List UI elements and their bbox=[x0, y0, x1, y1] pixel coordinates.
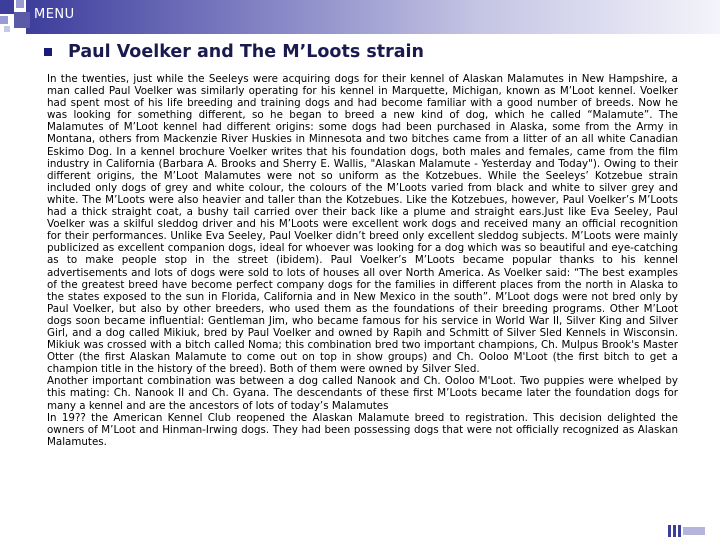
body-paragraph: Another important combination was between a dog called Nanook and Ch. Ooloo M'Loot. Two puppies were whelped by this mating: Ch. Nanook II and Ch. Gyana. The descendants of these first M’Loots became later the foundation dogs for many a kennel and are the ancestors of lots of today’s Malamutes bbox=[47, 375, 678, 412]
slide-heading bbox=[44, 42, 424, 62]
slide-title: Paul Voelker and The M’Loots strain bbox=[68, 42, 425, 62]
slide-nav-icon[interactable] bbox=[668, 522, 708, 534]
body-text bbox=[47, 73, 678, 448]
body-paragraph: In the twenties, just while the Seeleys were acquiring dogs for their kennel of Alaskan Malamutes in New Hampshire, a man called Paul Voelker was similarly operating for his kennel in Marquette, Michigan, known as M’Loot kennel. Voelker had spent most of his life breeding and training dogs and had become familiar with a good number of breeds. Now he was looking for something different, so he began to breed a new kind of dog, which he called “Malamute”. The Malamutes of M’Loot kennel had different origins: some dogs had been purchased in Alaska, some from the Army in Montana, others from Mackenzie River Huskies in Minnesota and two bitches came from a litter of an all white Canadian Eskimo Dog. In a kennel brochure Voelker writes that his foundation dogs, both males and females, came from the film industry in California (Barbara A. Brooks and Sherry E. Wallis, "Alaskan Malamute - Yesterday and Today"). Owing to their different origins, the M’Loot Malamutes were not so uniform as the Kotzebues. While the Seeleys’ Kotzebue strain included only dogs of grey and white colour, the colours of the M’Loots varied from black and white to silver grey and white. The M’Loots were also heavier and taller than the Kotzebues. Like the Kotzebues, however, Paul Voelker’s M’Loots had a thick straight coat, a bushy tail carried over their back like a plume and straight ears.Just like Eva Seeley, Paul Voelker was a skilful sleddog driver and his M’Loots were excellent work dogs and received many an official recognition for their performances. Unlike Eva Seeley, Paul Voelker didn’t breed only excellent sleddog subjects. M’Loots were mainly publicized as excellent companion dogs, ideal for whoever was looking for a dog which was so beautiful and eye-catching as to make people stop in the street (ibidem). Paul Voelker’s M’Loots became popular thanks to his kennel advertisements and lots of dogs were sold to lots of houses all over North America. As Voelker said: “The best examples of the greatest breed have become perfect company dogs for the families in different places from the north in Alaska to the states exposed to the sun in Florida, California and in New Mexico in the south”. M’Loot dogs were not bred only by Paul Voelker, but also by other breeders, who used them as the foundations of their breeding programs. Other M’Loot dogs soon became influential: Gentleman Jim, who became famous for his service in World War II, Silver King and Silver Girl, and a dog called Mikiuk, bred by Paul Voelker and owned by Rapih and Schmitt of Silver Sled Kennels in Wisconsin. Mikiuk was crossed with a bitch called Noma; this combination bred two important champions, Ch. Mulpus Brook's Master Otter (the first Alaskan Malamute to come out on top in show groups) and Ch. Ooloo M'Loot (the first bitch to get a champion title in the history of the breed). Both of them were owned by Silver Sled. bbox=[47, 73, 678, 376]
header-gradient bbox=[26, 0, 720, 34]
body-paragraph: In 19?? the American Kennel Club reopened the Alaskan Malamute breed to registration. This decision delighted the owners of M’Loot and Hinman-Irwing dogs. They had been possessing dogs that were not officially recognized as Alaskan Malamutes. bbox=[47, 411, 678, 448]
header-square-decoration bbox=[0, 0, 14, 14]
header-square-decoration bbox=[16, 0, 24, 8]
header-bar bbox=[0, 0, 720, 34]
header-square-decoration bbox=[4, 26, 10, 32]
header-square-decoration bbox=[0, 16, 8, 24]
square-bullet-icon bbox=[44, 48, 52, 56]
menu-label[interactable]: MENU bbox=[34, 7, 75, 22]
header-square-decoration bbox=[14, 12, 30, 28]
